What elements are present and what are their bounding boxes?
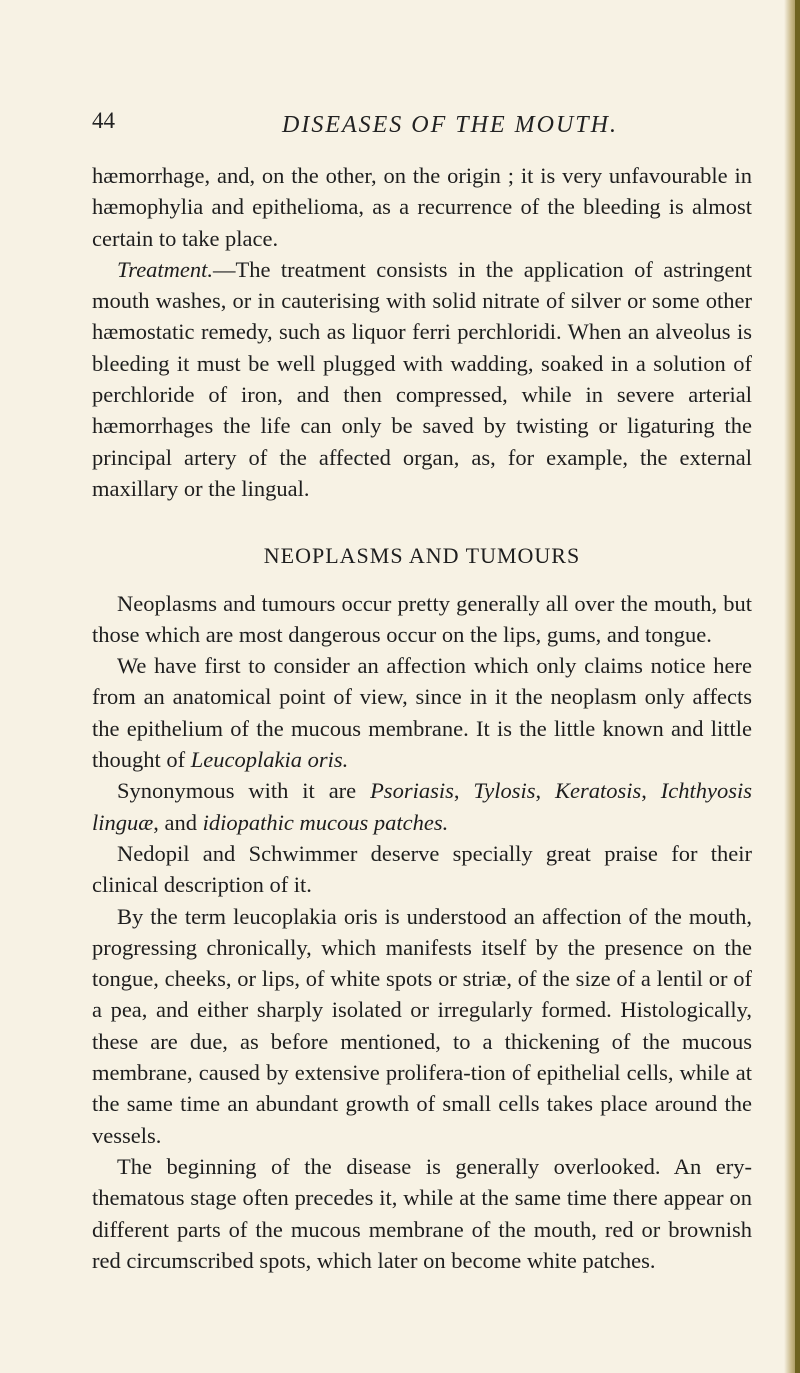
synonyms-intro: Synonymous with it are — [117, 778, 371, 804]
leucoplakia-term: Leucoplakia oris. — [190, 747, 349, 773]
synonym-idiopathic: idiopathic mucous patches. — [202, 809, 449, 835]
paragraph-definition: By the term leucoplakia oris is understood an affection of the mouth, progressing chronically, which manifests itself by the presence on the tongue, cheeks, or lips, of white spots or striæ, of the size of a lentil or of a pea, and either sharply isolated or irregularly formed. Histologically, these are due, as before mentioned, to a thickening of the mucous membrane, caused by extensive prolifera-tion of epithelial cells, while at the same time an abundant growth of small cells takes place around the vessels. — [92, 903, 752, 1148]
synonym-separator: , — [453, 778, 474, 804]
page-number: 44 — [92, 108, 115, 133]
synonym-and: , and — [153, 809, 203, 835]
synonym-keratosis: Keratosis — [554, 778, 642, 804]
paragraph-beginning: The beginning of the disease is generally overlooked. An ery-thematous stage often precedes it, while at the same time there appear on different parts of the mucous membrane of the mouth, red or brownish red circumscribed spots, which later on become white patches. — [92, 1153, 752, 1273]
synonym-ichthyosis: Ichthyosis linguæ — [92, 778, 752, 835]
paragraph-synonyms — [92, 775, 752, 838]
treatment-text: —The treatment consists in the application of astringent mouth washes, or in cauterising with solid nitrate of silver or some other hæmostatic remedy, such as liquor ferri perchloridi. When an alveolus is bleeding it must be well plugged with wadding, soaked in a solution of perchloride of iron, and then compressed, while in severe arterial hæmorrhages the life can only be saved by twisting or ligaturing the principal artery of the affected organ, as, for example, the external maxillary or the lingual. — [92, 256, 752, 501]
paragraph-nedopil: Nedopil and Schwimmer deserve specially great praise for their clinical description of it. — [92, 840, 752, 898]
body-text — [92, 160, 752, 1276]
synonym-psoriasis: Psoriasis — [370, 778, 454, 804]
running-head: DISEASES OF THE MOUTH. — [282, 112, 618, 138]
paragraph-leucoplakia-intro — [92, 650, 752, 775]
paragraph-treatment — [92, 254, 752, 504]
leucoplakia-intro-text: We have first to consider an affection which only claims notice here from an anatomical point of view, since in it the neoplasm only affects the epithelium of the mucous membrane. It is the little known and little thought of — [92, 653, 752, 773]
paragraph-haemorrhage-continued: hæmorrhage, and, on the other, on the origin ; it is very unfavourable in hæmophylia and epithelioma, as a recurrence of the bleeding is almost certain to take place. — [92, 163, 752, 251]
synonym-separator: , — [535, 778, 555, 804]
paragraph-neoplasms-intro: Neoplasms and tumours occur pretty generally all over the mouth, but those which are most dangerous occur on the lips, gums, and tongue. — [92, 590, 752, 647]
section-heading: NEOPLASMS AND TUMOURS — [263, 543, 581, 569]
page-header — [92, 108, 732, 138]
synonym-tylosis: Tylosis — [473, 778, 536, 804]
treatment-label: Treatment. — [117, 256, 214, 282]
page-edge-binding — [795, 0, 800, 1373]
synonym-separator: , — [641, 778, 661, 804]
